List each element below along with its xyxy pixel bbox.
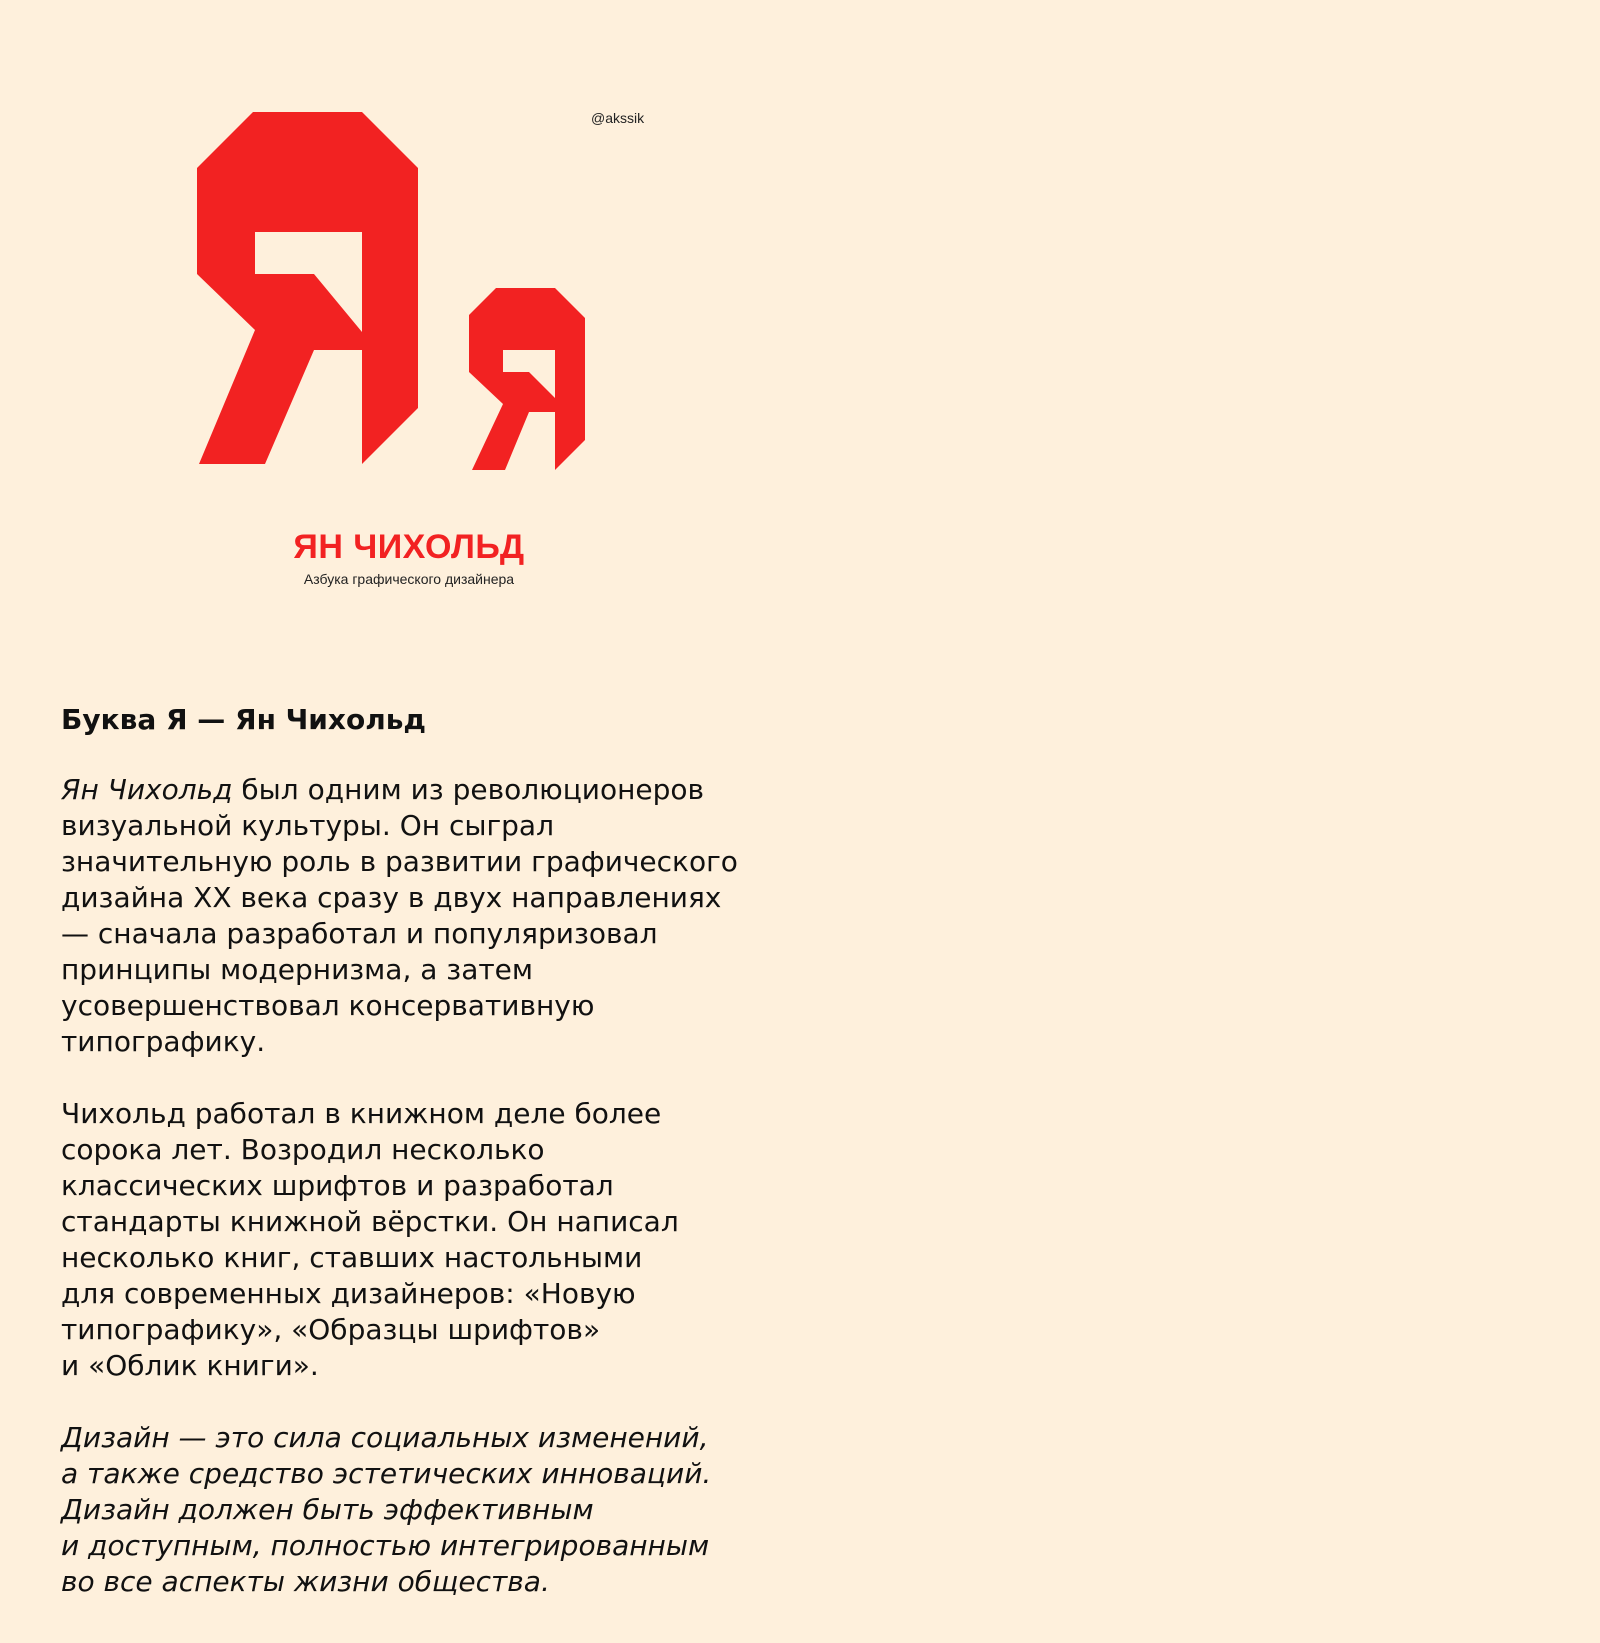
article (61, 700, 781, 1600)
designer-name: Ян Чихольд (61, 773, 233, 806)
poster (119, 60, 699, 640)
poster-title: ЯН ЧИХОЛЬД (293, 528, 525, 566)
paragraph-intro (61, 772, 781, 1060)
paragraph-career: Чихольд работал в книжном деле более сорока лет. Возродил несколько классических шрифтов и разработал стандарты книжной вёрстки. Он написал несколько книг, ставших настольными для современных дизайнеров: «Новую типографику», «Образцы шрифтов» и «Облик книги». (61, 1097, 679, 1382)
paragraph-intro-text: был одним из революционеров визуальной культуры. Он сыграл значительную роль в развитии графического дизайна XX века сразу в двух направлениях — сначала разработал и популяризовал принципы модернизма, а затем усовершенствовал консервативную типографику. (61, 773, 738, 1058)
quote: Дизайн — это сила социальных изменений, а также средство эстетических инноваций. Дизайн должен быть эффективным и доступным, полностью интегрированным во все аспекты жизни общества. (61, 1421, 712, 1598)
author-handle: @akssik (591, 110, 645, 126)
article-heading: Буква Я — Ян Чихольд (61, 703, 427, 736)
large-ya-glyph (197, 112, 418, 464)
poster-subtitle: Азбука графического дизайнера (303, 571, 515, 587)
small-ya-glyph (469, 288, 585, 470)
